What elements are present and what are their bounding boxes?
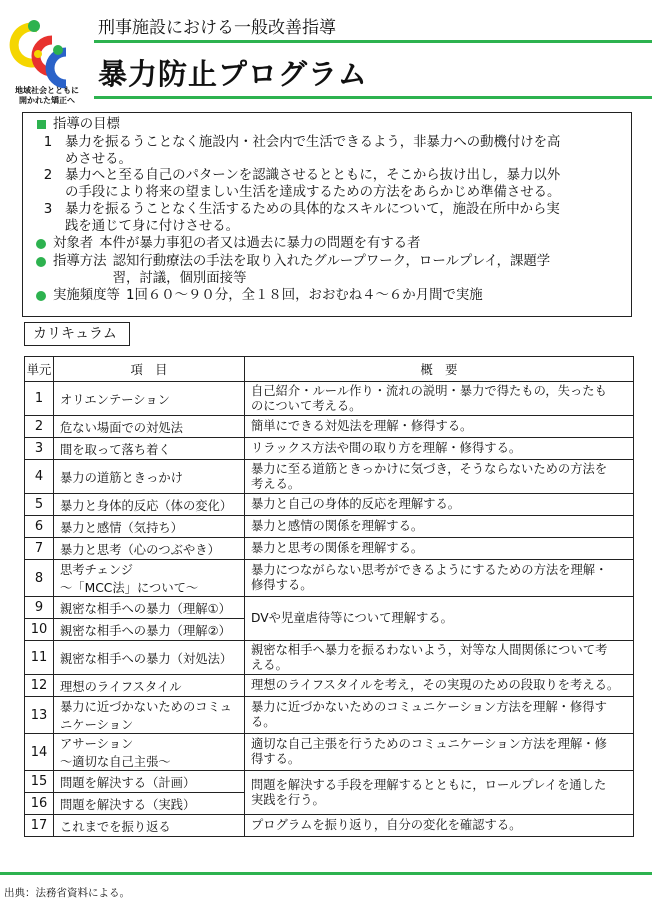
unit-item: 暴力と思考（心のつぶやき） — [54, 538, 245, 560]
unit-item: 理想のライフスタイル — [54, 675, 245, 697]
table-row — [25, 771, 634, 793]
unit-number: 7 — [25, 538, 54, 560]
unit-header: 単元 — [25, 357, 54, 382]
table-row — [25, 815, 634, 837]
unit-item: 暴力と身体的反応（体の変化） — [54, 494, 245, 516]
table-row — [25, 675, 634, 697]
unit-number: 13 — [25, 697, 54, 734]
table-row — [25, 494, 634, 516]
unit-summary: 親密な相手へ暴力を振るわないよう，対等な人間関係について考 える。 — [245, 641, 634, 675]
unit-number: 5 — [25, 494, 54, 516]
unit-summary: 暴力に近づかないためのコミュニケーション方法を理解・修得す る。 — [245, 697, 634, 734]
table-row — [25, 697, 634, 734]
page-title: 暴力防止プログラム — [98, 57, 368, 91]
unit-item: 親密な相手への暴力（対処法） — [54, 641, 245, 675]
unit-summary: プログラムを振り返り，自分の変化を確認する。 — [245, 815, 634, 837]
unit-summary: 暴力に至る道筋ときっかけに気づき，そうならないための方法を 考える。 — [245, 460, 634, 494]
method-row: 指導方法 認知行動療法の手法を取り入れたグループワーク，ロールプレイ，課題学 習，討議，個別面接等 — [31, 254, 623, 288]
unit-number: 17 — [25, 815, 54, 837]
unit-summary: DVや児童虐待等について理解する。 — [245, 597, 634, 641]
unit-number: 10 — [25, 619, 54, 641]
goal-item: 2 暴力へと至る自己のパターンを認識させるとともに，そこから抜け出し，暴力以外 の手段により将来の望ましい生活を達成するための方法をあらかじめ準備させる。 — [43, 168, 561, 201]
unit-item: 親密な相手への暴力（理解②） — [54, 619, 245, 641]
unit-summary: 適切な自己主張を行うためのコミュニケーション方法を理解・修 得する。 — [245, 734, 634, 771]
table-row — [25, 641, 634, 675]
table-row — [25, 416, 634, 438]
unit-number: 16 — [25, 793, 54, 815]
unit-number: 1 — [25, 382, 54, 416]
table-row — [25, 597, 634, 619]
unit-item: 問題を解決する（計画） — [54, 771, 245, 793]
table-row — [25, 560, 634, 597]
unit-summary: 暴力につながらない思考ができるようにするための方法を理解・ 修得する。 — [245, 560, 634, 597]
unit-number: 11 — [25, 641, 54, 675]
source-note: 出典：法務省資料による。 — [4, 887, 130, 899]
unit-summary: 自己紹介・ルール作り・流れの説明・暴力で得たもの，失ったも のについて考える。 — [245, 382, 634, 416]
table-row — [25, 734, 634, 771]
table-row — [25, 538, 634, 560]
goal-item: 1 暴力を振るうことなく施設内・社会内で生活できるよう，非暴力への動機付けを高 めさせる。 — [43, 134, 561, 167]
unit-summary: 理想のライフスタイルを考え，その実現のための段取りを考える。 — [245, 675, 634, 697]
unit-item: これまでを振り返る — [54, 815, 245, 837]
unit-number: 2 — [25, 416, 54, 438]
unit-item: 問題を解決する（実践） — [54, 793, 245, 815]
table-row — [25, 460, 634, 494]
unit-item: 親密な相手への暴力（理解①） — [54, 597, 245, 619]
unit-summary: 暴力と思考の関係を理解する。 — [245, 538, 634, 560]
goals-label: 指導の目標 — [53, 117, 120, 132]
unit-item: 暴力と感情（気持ち） — [54, 516, 245, 538]
top-rule — [94, 40, 652, 43]
unit-summary: 簡単にできる対処法を理解・修得する。 — [245, 416, 634, 438]
unit-item: 暴力に近づかないためのコミュ ニケーション — [54, 697, 245, 734]
page-subtitle: 刑事施設における一般改善指導 — [98, 18, 336, 38]
title-rule — [94, 96, 652, 99]
unit-item: 間を取って落ち着く — [54, 438, 245, 460]
target-row: 対象者 本件が暴力事犯の者又は過去に暴力の問題を有する者 — [31, 236, 623, 255]
unit-number: 3 — [25, 438, 54, 460]
square-bullet-icon — [37, 120, 46, 129]
unit-number: 12 — [25, 675, 54, 697]
unit-number: 14 — [25, 734, 54, 771]
unit-item: アサーション ～適切な自己主張～ — [54, 734, 245, 771]
unit-number: 9 — [25, 597, 54, 619]
frequency-row: 実施頻度等 1回６０～９０分，全１８回，おおむね４～６か月間で実施 — [31, 288, 623, 307]
table-row — [25, 438, 634, 460]
item-header: 項 目 — [54, 357, 245, 382]
table-row — [25, 516, 634, 538]
curriculum-label: カリキュラム — [24, 322, 130, 346]
unit-number: 8 — [25, 560, 54, 597]
table-header-row — [25, 357, 634, 382]
circle-bullet-icon — [36, 239, 46, 249]
circle-bullet-icon — [36, 291, 46, 301]
unit-item: オリエンテーション — [54, 382, 245, 416]
bottom-rule — [0, 872, 652, 875]
unit-number: 15 — [25, 771, 54, 793]
unit-number: 6 — [25, 516, 54, 538]
table-row — [25, 382, 634, 416]
summary-header: 概 要 — [245, 357, 634, 382]
unit-summary: 問題を解決する手段を理解するとともに，ロールプレイを通した 実践を行う。 — [245, 771, 634, 815]
logo-caption: 地域社会とともに 開かれた矯正へ — [15, 86, 79, 105]
goal-item: 3 暴力を振るうことなく生活するための具体的なスキルについて，施設在所中から実 践を通じて身に付けさせる。 — [43, 201, 560, 234]
unit-summary: 暴力と自己の身体的反応を理解する。 — [245, 494, 634, 516]
circle-bullet-icon — [36, 257, 46, 267]
unit-item: 暴力の道筋ときっかけ — [54, 460, 245, 494]
unit-summary: リラックス方法や間の取り方を理解・修得する。 — [245, 438, 634, 460]
unit-number: 4 — [25, 460, 54, 494]
unit-item: 思考チェンジ ～「MCC法」について～ — [54, 560, 245, 597]
unit-item: 危ない場面での対処法 — [54, 416, 245, 438]
unit-summary: 暴力と感情の関係を理解する。 — [245, 516, 634, 538]
curriculum-table — [24, 356, 634, 837]
program-info-box — [22, 112, 632, 317]
